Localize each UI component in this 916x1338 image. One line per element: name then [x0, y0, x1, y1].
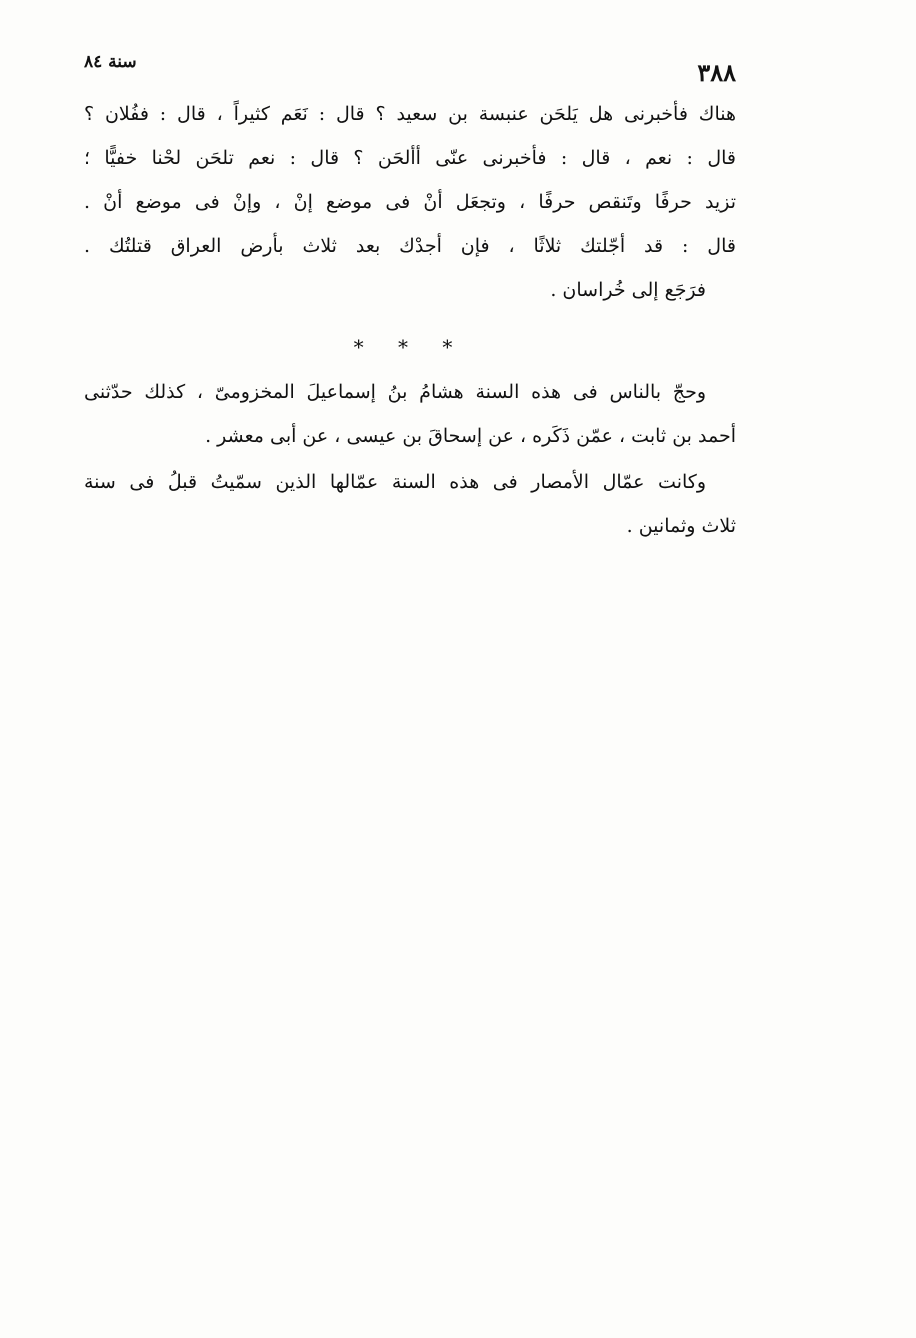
text-line: وكانت عمّال الأمصار فى هذه السنة عمّالها الذين سمّيتُ قبلُ فى سنة [84, 471, 706, 493]
page-number: ٣٨٨ [697, 58, 736, 87]
text-line: تزيد حرفًا وتَنقص حرفًا ، وتجعَل أنْ فى موضع إنْ ، وإنْ فى موضع أنْ . [84, 191, 736, 213]
text-line: وحجّ بالناس فى هذه السنة هشامُ بنُ إسماعيلَ المخزومىّ ، كذلك حدّثنى [84, 381, 706, 403]
text-line: قال : قد أجّلتك ثلاثًا ، فإن أجدْك بعد ثلاث بأرض العراق قتلتُك . [84, 235, 736, 257]
text-line: فرَجَع إلى خُراسان . [550, 279, 706, 301]
text-line: قال : نعم ، قال : فأخبرنى عنّى أألحَن ؟ قال : نعم تلحَن لحْنا خفيًّا ؛ [84, 147, 736, 169]
paragraph-dialogue [84, 92, 736, 312]
page-header [84, 52, 736, 86]
paragraph-pilgrimage [84, 370, 736, 458]
running-head: سنة ٨٤ [84, 52, 137, 72]
paragraph-governors [84, 460, 736, 548]
text-line: ثلاث وثمانين . [626, 515, 736, 537]
section-separator: * * * [353, 335, 467, 359]
text-line: هناك فأخبرنى هل يَلحَن عنبسة بن سعيد ؟ قال : نَعَم كثيراً ، قال : ففُلان ؟ [84, 103, 736, 125]
text-line: أحمد بن ثابت ، عمّن ذَكَره ، عن إسحاقَ بن عيسى ، عن أبى معشر . [205, 425, 736, 447]
